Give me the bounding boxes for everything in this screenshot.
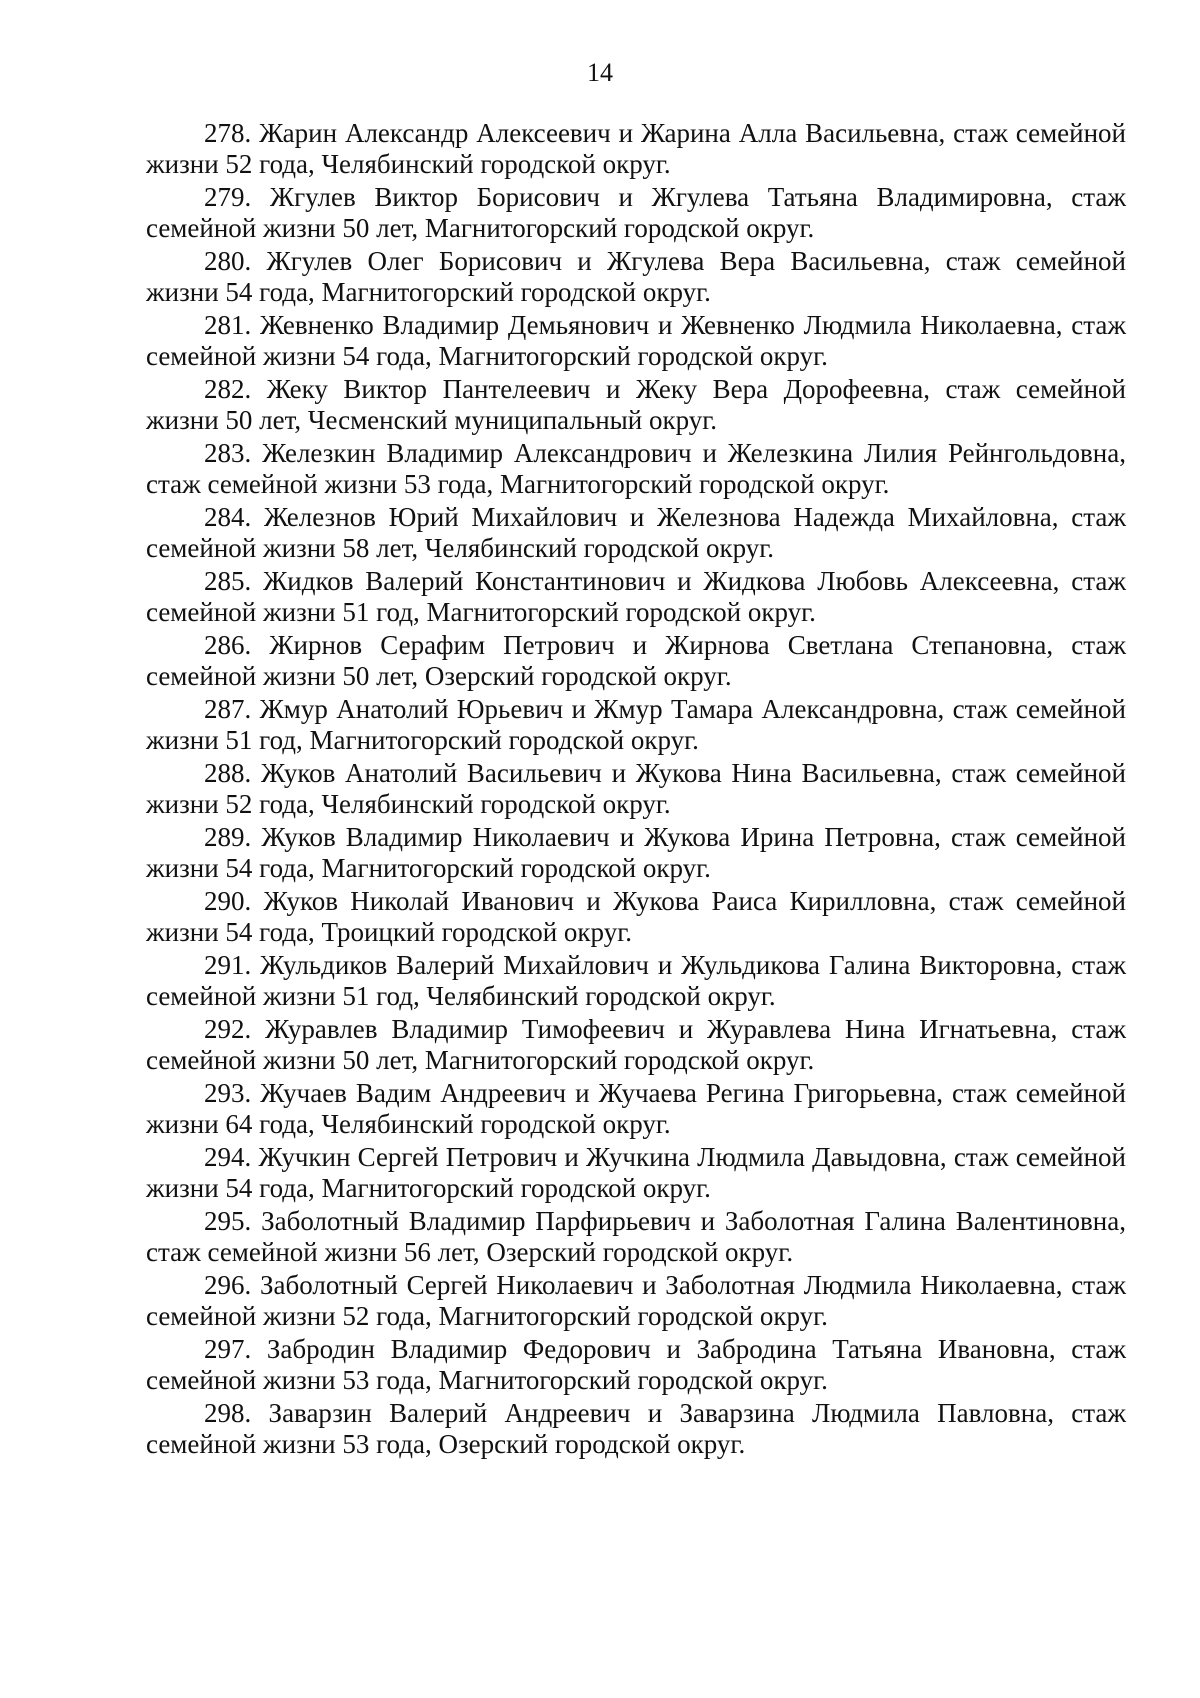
list-item: 293. Жучаев Вадим Андреевич и Жучаева Регина Григорьевна, стаж семейной жизни 64 года, Челябинский городской округ. — [146, 1078, 1126, 1139]
list-item: 284. Железнов Юрий Михайлович и Железнова Надежда Михайловна, стаж семейной жизни 58 лет, Челябинский городской округ. — [146, 502, 1126, 563]
list-item: 280. Жгулев Олег Борисович и Жгулева Вера Васильевна, стаж семейной жизни 54 года, Магнитогорский городской округ. — [146, 246, 1126, 307]
list-item: 298. Заварзин Валерий Андреевич и Заварзина Людмила Павловна, стаж семейной жизни 53 года, Озерский городской округ. — [146, 1398, 1126, 1459]
list-item: 288. Жуков Анатолий Васильевич и Жукова Нина Васильевна, стаж семейной жизни 52 года, Челябинский городской округ. — [146, 758, 1126, 819]
list-item: 290. Жуков Николай Иванович и Жукова Раиса Кирилловна, стаж семейной жизни 54 года, Троицкий городской округ. — [146, 886, 1126, 947]
list-item: 295. Заболотный Владимир Парфирьевич и Заболотная Галина Валентиновна, стаж семейной жизни 56 лет, Озерский городской округ. — [146, 1206, 1126, 1267]
list-item: 289. Жуков Владимир Николаевич и Жукова Ирина Петровна, стаж семейной жизни 54 года, Магнитогорский городской округ. — [146, 822, 1126, 883]
list-item: 294. Жучкин Сергей Петрович и Жучкина Людмила Давыдовна, стаж семейной жизни 54 года, Магнитогорский городской округ. — [146, 1142, 1126, 1203]
list-item: 291. Жульдиков Валерий Михайлович и Жульдикова Галина Викторовна, стаж семейной жизни 51 год, Челябинский городской округ. — [146, 950, 1126, 1011]
list-item: 279. Жгулев Виктор Борисович и Жгулева Татьяна Владимировна, стаж семейной жизни 50 лет, Магнитогорский городской округ. — [146, 182, 1126, 243]
award-list — [146, 118, 1126, 1462]
list-item: 287. Жмур Анатолий Юрьевич и Жмур Тамара Александровна, стаж семейной жизни 51 год, Магнитогорский городской округ. — [146, 694, 1126, 755]
list-item: 292. Журавлев Владимир Тимофеевич и Журавлева Нина Игнатьевна, стаж семейной жизни 50 лет, Магнитогорский городской округ. — [146, 1014, 1126, 1075]
list-item: 278. Жарин Александр Алексеевич и Жарина Алла Васильевна, стаж семейной жизни 52 года, Челябинский городской округ. — [146, 118, 1126, 179]
list-item: 281. Жевненко Владимир Демьянович и Жевненко Людмила Николаевна, стаж семейной жизни 54 года, Магнитогорский городской округ. — [146, 310, 1126, 371]
list-item: 285. Жидков Валерий Константинович и Жидкова Любовь Алексеевна, стаж семейной жизни 51 год, Магнитогорский городской округ. — [146, 566, 1126, 627]
list-item: 297. Забродин Владимир Федорович и Забродина Татьяна Ивановна, стаж семейной жизни 53 года, Магнитогорский городской округ. — [146, 1334, 1126, 1395]
list-item: 282. Жеку Виктор Пантелеевич и Жеку Вера Дорофеевна, стаж семейной жизни 50 лет, Чесменский муниципальный округ. — [146, 374, 1126, 435]
list-item: 286. Жирнов Серафим Петрович и Жирнова Светлана Степановна, стаж семейной жизни 50 лет, Озерский городской округ. — [146, 630, 1126, 691]
list-item: 296. Заболотный Сергей Николаевич и Заболотная Людмила Николаевна, стаж семейной жизни 52 года, Магнитогорский городской округ. — [146, 1270, 1126, 1331]
list-item: 283. Железкин Владимир Александрович и Железкина Лилия Рейнгольдовна, стаж семейной жизни 53 года, Магнитогорский городской округ. — [146, 438, 1126, 499]
page-number: 14 — [587, 58, 613, 87]
